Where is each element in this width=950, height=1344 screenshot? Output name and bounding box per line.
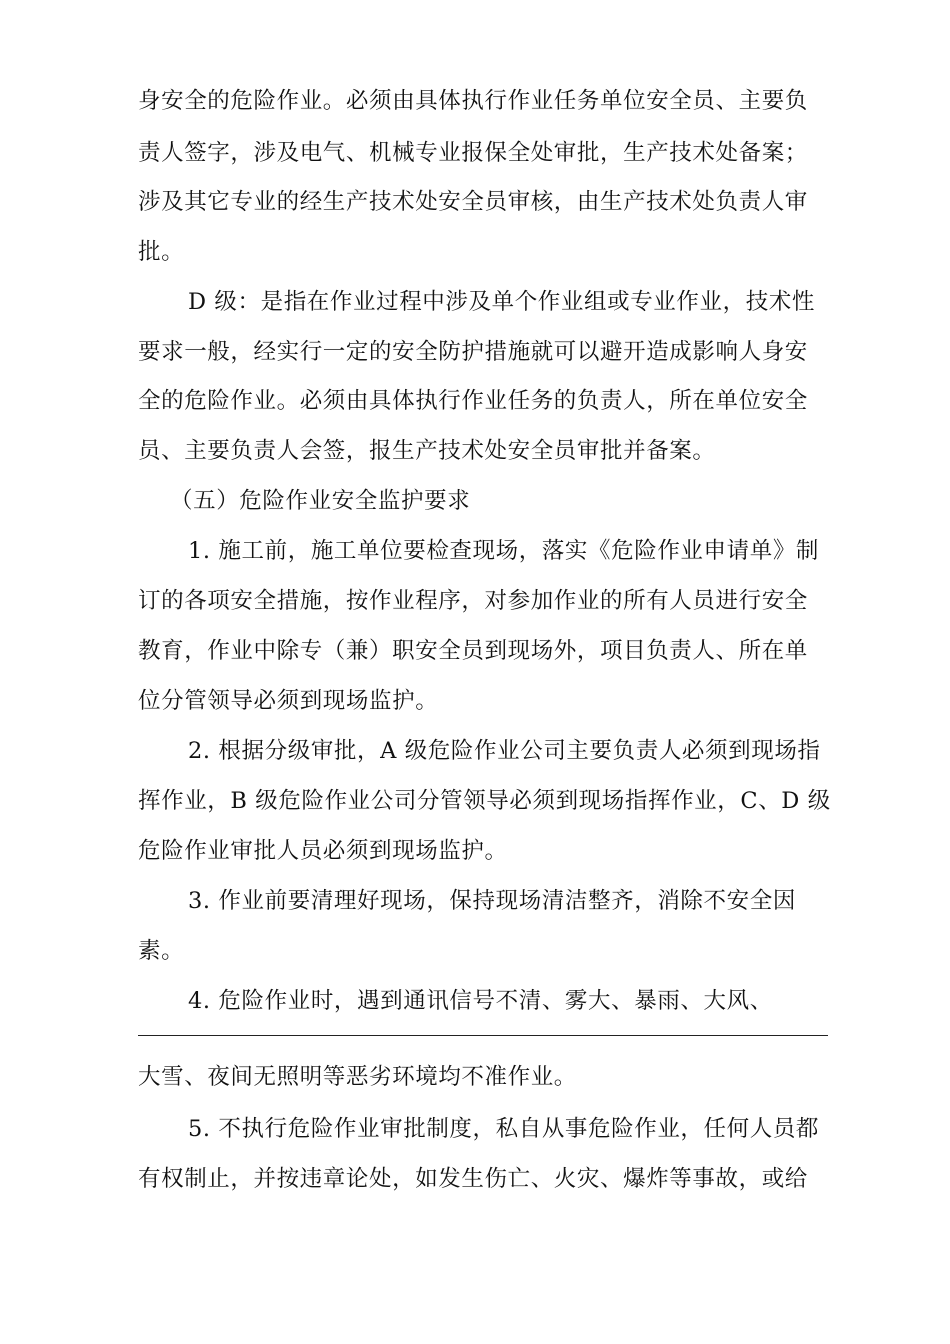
text-line: 员、主要负责人会签，报生产技术处安全员审批并备案。 <box>138 438 716 464</box>
section-heading: （五）危险作业安全监护要求 <box>170 488 471 514</box>
text-line: 4. 危险作业时，遇到通讯信号不清、雾大、暴雨、大风、 <box>188 988 773 1014</box>
text-line: 教育，作业中除专（兼）职安全员到现场外，项目负责人、所在单 <box>138 638 808 664</box>
text-line: 全的危险作业。必须由具体执行作业任务的负责人，所在单位安全 <box>138 388 808 414</box>
text-line: 要求一般，经实行一定的安全防护措施就可以避开造成影响人身安 <box>138 339 808 365</box>
text-line: 有权制止，并按违章论处，如发生伤亡、火灾、爆炸等事故，或给 <box>138 1166 808 1192</box>
text-line: 5. 不执行危险作业审批制度，私自从事危险作业，任何人员都 <box>188 1116 820 1142</box>
text-line: D 级：是指在作业过程中涉及单个作业组或专业作业，技术性 <box>188 289 815 315</box>
text-line: 素。 <box>138 938 185 964</box>
text-line: 大雪、夜间无照明等恶劣环境均不准作业。 <box>138 1064 577 1090</box>
text-line: 挥作业，B 级危险作业公司分管领导必须到现场指挥作业，C、D 级 <box>138 788 831 814</box>
text-line: 身安全的危险作业。必须由具体执行作业任务单位安全员、主要负 <box>138 88 808 114</box>
text-line: 涉及其它专业的经生产技术处安全员审核，由生产技术处负责人审 <box>138 189 808 215</box>
text-line: 3. 作业前要清理好现场，保持现场清洁整齐，消除不安全因 <box>188 888 796 914</box>
text-line: 责人签字，涉及电气、机械专业报保全处审批，生产技术处备案； <box>138 140 808 166</box>
text-line: 位分管领导必须到现场监护。 <box>138 688 439 714</box>
text-line: 订的各项安全措施，按作业程序，对参加作业的所有人员进行安全 <box>138 588 808 614</box>
page-break-divider <box>138 1035 828 1036</box>
text-line: 1. 施工前，施工单位要检查现场，落实《危险作业申请单》制 <box>188 538 820 564</box>
text-line: 2. 根据分级审批，A 级危险作业公司主要负责人必须到现场指 <box>188 738 821 764</box>
text-line: 危险作业审批人员必须到现场监护。 <box>138 838 508 864</box>
text-line: 批。 <box>138 239 185 265</box>
